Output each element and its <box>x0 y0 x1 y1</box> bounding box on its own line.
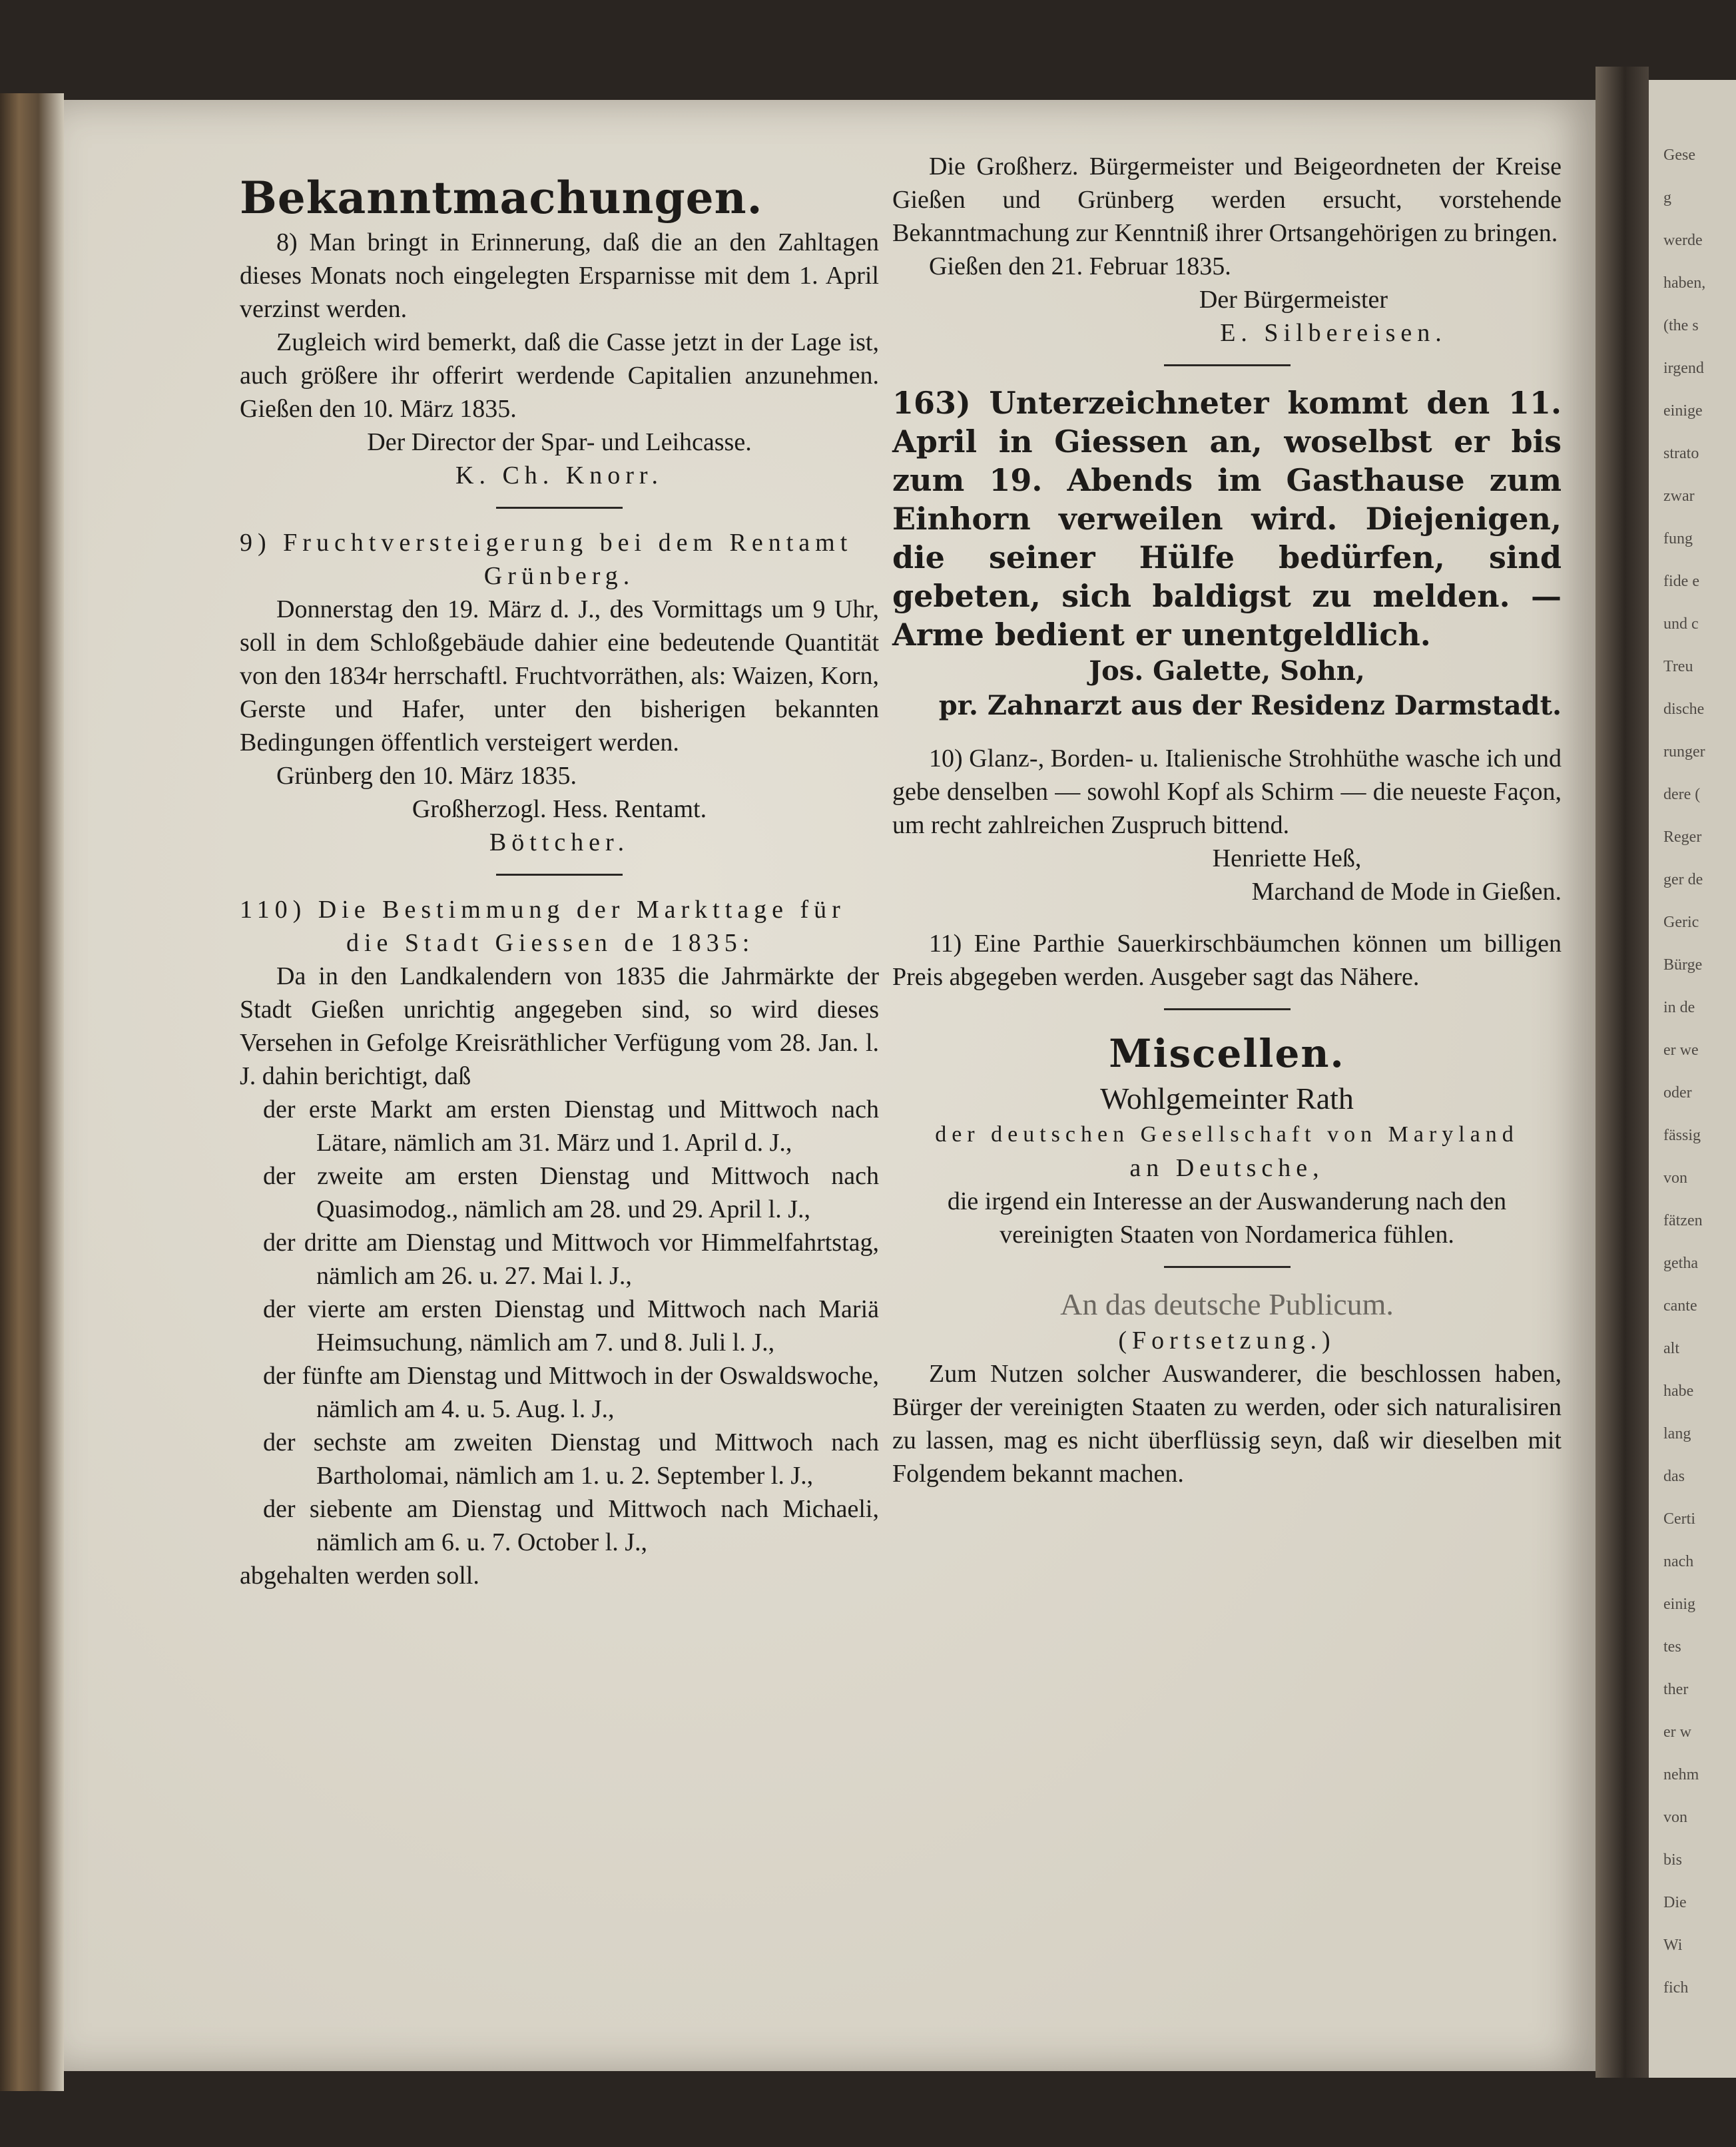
miscellany-addressee: an Deutsche, <box>1129 1154 1324 1182</box>
facing-page-word: Treu <box>1663 658 1693 675</box>
notice-163-text: 163) Unterzeichneter kommt den 11. April in Giessen an, woselbst er bis zum 19. Abends im Gasthause zum Einhorn verweilen wird. Diejenigen, die seiner Hülfe bedürfen, sind gebeten, sich baldigst zu melden. — Arme bedient er unentgeldlich. <box>892 385 1562 653</box>
facing-page-word: er w <box>1663 1723 1691 1741</box>
facing-page-word: von <box>1663 1809 1687 1826</box>
facing-page-word: fässig <box>1663 1127 1701 1144</box>
notice-9-signature-name: Böttcher. <box>489 828 630 856</box>
facing-page-word: irgend <box>1663 360 1704 377</box>
facing-page-word: Reger <box>1663 828 1702 846</box>
notice-110-title-2: die Stadt Giessen de 1835: <box>346 929 755 957</box>
section-heading: Bekanntmachungen. <box>240 172 763 224</box>
notice-110 <box>240 893 879 1592</box>
continuation-signature-name: E. Silbereisen. <box>1220 319 1447 347</box>
separator-rule <box>496 874 623 876</box>
notice-continuation <box>892 150 1562 350</box>
publicum-heading: An das deutsche Publicum. <box>1060 1287 1394 1321</box>
book-edge <box>0 93 64 2091</box>
facing-page-word: Certi <box>1663 1510 1695 1528</box>
facing-page-word: dische <box>1663 701 1705 718</box>
book-gutter <box>1595 67 1649 2078</box>
notice-10-signature-name: Henriette Heß, <box>1212 844 1362 872</box>
notice-163 <box>892 384 1562 723</box>
notice-8-text: 8) Man bringt in Erinnerung, daß die an den Zahltagen dieses Monats noch eingelegten Ersparnisse mit dem 1. April verzinst werden. <box>240 228 879 323</box>
continuation-marker: (Fortsetzung.) <box>1118 1327 1336 1355</box>
notice-9-title-place: Grünberg. <box>483 562 635 590</box>
miscellany-heading: Miscellen. <box>1109 1031 1345 1076</box>
market-date-item: der sechste am zweiten Dienstag und Mittwoch nach Bartholomai, nämlich am 1. u. 2. September l. J., <box>263 1428 879 1490</box>
facing-page-word: in de <box>1663 999 1695 1016</box>
separator-rule <box>496 507 623 509</box>
facing-page-word: habe <box>1663 1382 1694 1400</box>
facing-page-word: einige <box>1663 402 1703 420</box>
notice-8-text-2: Zugleich wird bemerkt, daß die Casse jetzt in der Lage ist, auch größere ihr offerirt werdende Capitalien anzunehmen. Gießen den 10. März 1835. <box>240 328 879 423</box>
miscellany-section <box>892 1028 1562 1490</box>
facing-page-word: werde <box>1663 232 1703 249</box>
notice-10-text: 10) Glanz-, Borden- u. Italienische Strohhüthe wasche ich und gebe denselben — sowohl Kopf als Schirm — die neueste Façon, um recht zahlreichen Zuspruch bittend. <box>892 745 1562 839</box>
facing-page-word: oder <box>1663 1084 1692 1101</box>
market-date-item: der zweite am ersten Dienstag und Mittwoch nach Quasimodog., nämlich am 28. und 29. April l. J., <box>263 1162 879 1223</box>
facing-page-word: einig <box>1663 1596 1695 1613</box>
market-date-item: der dritte am Dienstag und Mittwoch vor Himmelfahrtstag, nämlich am 26. u. 27. Mai l. J., <box>263 1229 879 1290</box>
separator-rule <box>1164 1008 1291 1010</box>
facing-page-word: nach <box>1663 1553 1694 1570</box>
facing-page-word: das <box>1663 1468 1685 1485</box>
facing-page-word: fich <box>1663 1979 1689 1996</box>
facing-page-word: g <box>1663 189 1671 206</box>
facing-page-word: Die <box>1663 1894 1687 1911</box>
left-column <box>240 170 879 1604</box>
notice-11 <box>892 927 1562 994</box>
facing-page-word: bis <box>1663 1851 1683 1869</box>
facing-page-word: fide e <box>1663 573 1699 590</box>
notice-163-signature-name: Jos. Galette, Sohn, <box>1089 655 1365 687</box>
facing-page-word: tes <box>1663 1638 1681 1656</box>
miscellany-subheading: Wohlgemeinter Rath <box>1100 1081 1354 1115</box>
notice-10 <box>892 742 1562 908</box>
notice-8-signature-office: Der Director der Spar- und Leihcasse. <box>367 428 752 456</box>
facing-page-word: cante <box>1663 1297 1697 1315</box>
miscellany-description: die irgend ein Interesse an der Auswanderung nach den vereinigten Staaten von Nordamerica fühlen. <box>947 1187 1507 1249</box>
facing-page-word: (the s <box>1663 317 1699 334</box>
notice-11-text: 11) Eine Parthie Sauerkirschbäumchen können um billigen Preis abgegeben werden. Ausgeber sagt das Nähere. <box>892 930 1562 991</box>
facing-page-word: alt <box>1663 1340 1679 1357</box>
miscellany-body: Zum Nutzen solcher Auswanderer, die beschlossen haben, Bürger der vereinigten Staaten zu werden, oder sich naturalisiren zu lassen, mag es nicht überflüssig seyn, daß wir dieselben mit Folgendem bekannt machen. <box>892 1360 1562 1488</box>
continuation-date: Gießen den 21. Februar 1835. <box>929 252 1231 280</box>
notice-163-signature-title: pr. Zahnarzt aus der Residenz Darmstadt. <box>938 690 1562 721</box>
separator-rule <box>1164 1266 1291 1268</box>
notice-10-signature-title: Marchand de Mode in Gießen. <box>1251 878 1562 906</box>
facing-page-fragment <box>1649 80 1736 2078</box>
right-column <box>892 150 1562 1490</box>
notice-8-signature-name: K. Ch. Knorr. <box>455 461 663 489</box>
facing-page-word: fätzen <box>1663 1212 1703 1229</box>
notice-110-outro: abgehalten werden soll. <box>240 1562 479 1590</box>
facing-page-word: ger de <box>1663 871 1703 888</box>
miscellany-society-line: der deutschen Gesellschaft von Maryland <box>935 1122 1519 1147</box>
facing-page-word: Gese <box>1663 147 1695 164</box>
market-date-item: der vierte am ersten Dienstag und Mittwoch nach Mariä Heimsuchung, nämlich am 7. und 8. Juli l. J., <box>263 1295 879 1357</box>
facing-page-word: getha <box>1663 1255 1698 1272</box>
market-date-item: der siebente am Dienstag und Mittwoch nach Michaeli, nämlich am 6. u. 7. October l. J., <box>263 1495 879 1556</box>
notice-9-date: Grünberg den 10. März 1835. <box>276 762 577 790</box>
facing-page-word: zwar <box>1663 487 1695 505</box>
notice-8 <box>240 226 879 492</box>
facing-page-word: dere ( <box>1663 786 1701 803</box>
notice-110-intro: Da in den Landkalendern von 1835 die Jahrmärkte der Stadt Gießen unrichtig angegeben sind, so wird dieses Versehen in Gefolge Kreisräthlicher Verfügung vom 28. Jan. l. J. dahin berichtigt, daß <box>240 962 879 1090</box>
facing-page-word: lang <box>1663 1425 1691 1442</box>
facing-page-word: Wi <box>1663 1937 1683 1954</box>
facing-page-word: nehm <box>1663 1766 1699 1783</box>
facing-page-word: haben, <box>1663 274 1706 292</box>
notice-9-text: Donnerstag den 19. März d. J., des Vormittags um 9 Uhr, soll in dem Schloßgebäude dahier eine bedeutende Quantität von den 1834r herrschaftl. Fruchtvorräthen, als: Waizen, Korn, Gerste und Hafer, unter den bisherigen bekannten Bedingungen öffentlich versteigert werden. <box>240 595 879 757</box>
facing-page-word: er we <box>1663 1042 1699 1059</box>
facing-page-word: Geric <box>1663 914 1699 931</box>
notice-110-title: 110) Die Bestimmung der Markttage für <box>240 896 846 924</box>
facing-page-word: von <box>1663 1169 1687 1187</box>
market-date-item: der erste Markt am ersten Dienstag und Mittwoch nach Lätare, nämlich am 31. März und 1. April d. J., <box>263 1095 879 1157</box>
facing-page-word: runger <box>1663 743 1705 761</box>
facing-page-word: Bürge <box>1663 956 1703 974</box>
notice-9 <box>240 526 879 859</box>
separator-rule <box>1164 364 1291 366</box>
continuation-text: Die Großherz. Bürgermeister und Beigeordneten der Kreise Gießen und Grünberg werden ersucht, vorstehende Bekanntmachung zur Kenntniß ihrer Ortsangehörigen zu bringen. <box>892 153 1562 247</box>
notice-9-title: 9) Fruchtversteigerung bei dem Rentamt <box>240 529 853 557</box>
continuation-signature-office: Der Bürgermeister <box>1199 286 1388 314</box>
facing-page-word: ther <box>1663 1681 1689 1698</box>
facing-page-word: strato <box>1663 445 1699 462</box>
facing-page-word: und c <box>1663 615 1699 633</box>
market-date-item: der fünfte am Dienstag und Mittwoch in der Oswaldswoche, nämlich am 4. u. 5. Aug. l. J., <box>263 1362 879 1423</box>
facing-page-word: fung <box>1663 530 1693 547</box>
notice-9-signature-office: Großherzogl. Hess. Rentamt. <box>412 795 707 823</box>
